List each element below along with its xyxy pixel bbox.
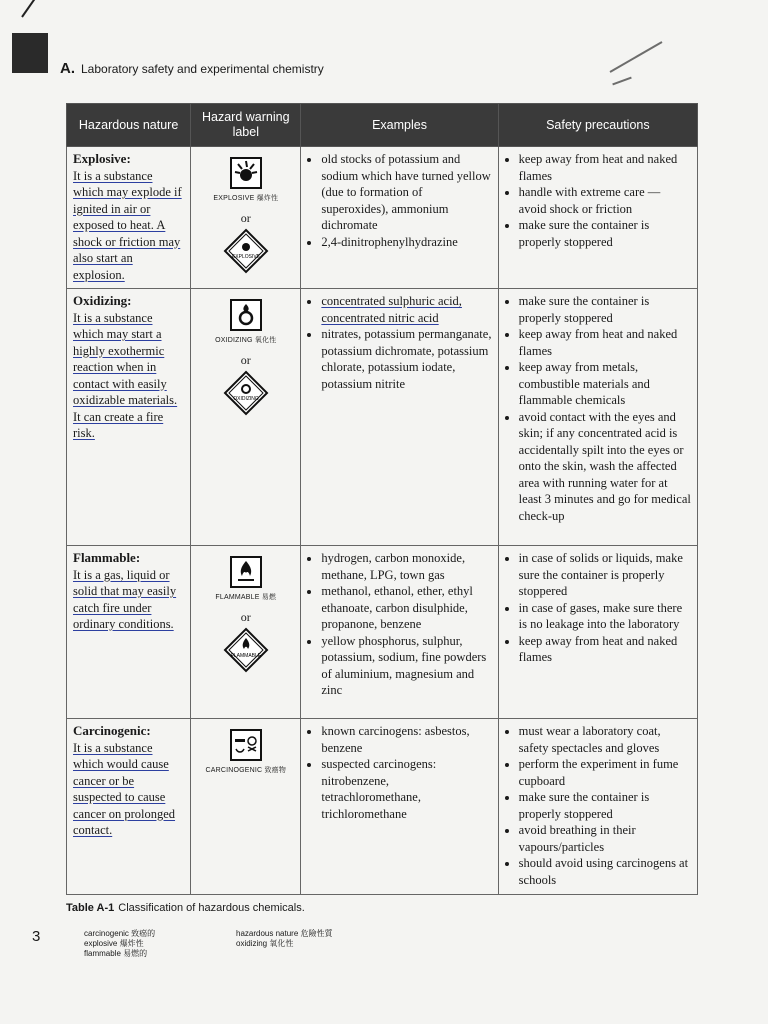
label-caption: FLAMMABLE 易燃 (215, 594, 277, 601)
header-precautions: Safety precautions (498, 104, 697, 147)
header-warning-label: Hazard warning label (191, 104, 301, 147)
oxidizing-diamond-icon (223, 370, 269, 416)
list-item: • avoid breathing in their vapours/particles (519, 822, 691, 855)
list-item: • concentrated sulphuric acid, concentrated nitric acid (321, 293, 491, 326)
examples-cell (301, 546, 498, 719)
pen-stroke (612, 77, 631, 86)
label-caption: OXIDIZING 氧化性 (215, 337, 277, 344)
examples-cell (301, 289, 498, 546)
list-item: • make sure the container is properly stoppered (519, 789, 691, 822)
table-row (67, 147, 698, 289)
glossary-term: carcinogenic 致癌的 (84, 929, 156, 938)
glossary-term: hazardous nature 危險性質 (236, 929, 333, 938)
nature-description: It is a substance which may explode if ignited in air or exposed to heat. A shock or friction may also start an explosion. (73, 168, 182, 282)
precautions-cell (498, 546, 697, 719)
section-header (60, 60, 324, 77)
list-item: • nitrates, potassium permanganate, potassium dichromate, potassium chlorate, potassium iodate, potassium nitrite (321, 326, 491, 392)
table-caption-text: Classification of hazardous chemicals. (118, 902, 305, 914)
glossary-term: explosive 爆炸性 (84, 939, 144, 948)
list-item: • make sure the container is properly stoppered (519, 293, 691, 326)
glossary-right (236, 929, 333, 949)
corner-tab-marker (12, 33, 48, 73)
examples-cell (301, 147, 498, 289)
section-title: Laboratory safety and experimental chemistry (81, 62, 324, 76)
or-text: or (240, 352, 251, 367)
nature-description: It is a substance which would cause cancer or be suspected to cause cancer on prolonged contact. (73, 740, 176, 837)
nature-cell (67, 289, 191, 546)
examples-cell (301, 719, 498, 895)
list-item: • old stocks of potassium and sodium which have turned yellow (due to formation of superoxides), ammonium dichromate (321, 151, 491, 234)
page-number: 3 (32, 928, 41, 945)
header-hazardous-nature: Hazardous nature (67, 104, 191, 147)
label-cell (191, 719, 301, 895)
table-caption-label: Table A-1 (66, 902, 115, 914)
table-row (67, 719, 698, 895)
pen-stroke (610, 41, 663, 73)
list-item: • keep away from heat and naked flames (519, 151, 691, 184)
list-item: • keep away from heat and naked flames (519, 633, 691, 666)
flammable-diamond-icon (223, 627, 269, 673)
list-item: • in case of solids or liquids, make sure the container is properly stoppered (519, 550, 691, 600)
table-row (67, 546, 698, 719)
nature-cell (67, 147, 191, 289)
nature-name: Flammable: (73, 550, 141, 565)
list-item: • suspected carcinogens: nitrobenzene, tetrachloromethane, trichloromethane (321, 756, 491, 822)
label-caption: CARCINOGENIC 致癌物 (205, 767, 287, 774)
table-header-row (67, 104, 698, 147)
hazard-table (66, 103, 698, 895)
list-item: • yellow phosphorus, sulphur, potassium, sodium, fine powders of aluminium, magnesium and zinc (321, 633, 491, 699)
or-text: or (240, 210, 251, 225)
nature-cell (67, 719, 191, 895)
table-caption (66, 902, 305, 914)
or-text: or (240, 609, 251, 624)
list-item: • methanol, ethanol, ether, ethyl ethanoate, carbon disulphide, propanone, benzene (321, 583, 491, 633)
list-item: • make sure the container is properly stoppered (519, 217, 691, 250)
list-item: • 2,4-dinitrophenylhydrazine (321, 234, 491, 251)
label-cell (191, 147, 301, 289)
precautions-cell (498, 147, 697, 289)
carcinogen-icon (230, 729, 262, 761)
glossary-left (84, 929, 155, 959)
nature-name: Explosive: (73, 151, 131, 166)
list-item: • keep away from heat and naked flames (519, 326, 691, 359)
list-item: • must wear a laboratory coat, safety spectacles and gloves (519, 723, 691, 756)
diamond-caption: OXIDIZING (232, 396, 259, 402)
nature-name: Oxidizing: (73, 293, 132, 308)
section-letter: A. (60, 60, 75, 77)
glossary-term: oxidizing 氧化性 (236, 939, 294, 948)
list-item: • should avoid using carcinogens at schools (519, 855, 691, 888)
nature-cell (67, 546, 191, 719)
flame-icon (230, 556, 262, 588)
explosive-diamond-icon (223, 228, 269, 274)
nature-description: It is a gas, liquid or solid that may easily catch fire under ordinary conditions. (73, 567, 177, 631)
header-examples: Examples (301, 104, 498, 147)
oxidizing-icon (230, 299, 262, 331)
nature-name: Carcinogenic: (73, 723, 151, 738)
list-item: • hydrogen, carbon monoxide, methane, LPG, town gas (321, 550, 491, 583)
diamond-caption: EXPLOSIVE (231, 254, 260, 260)
table-row (67, 289, 698, 546)
explosion-icon (230, 157, 262, 189)
diamond-caption: FLAMMABLE (230, 653, 261, 659)
label-cell (191, 289, 301, 546)
list-item: • avoid contact with the eyes and skin; if any concentrated acid is accidentally spilt into the eyes or onto the skin, wash the affected area with running water for at least 3 minutes and go for medical check-up (519, 409, 691, 525)
list-item: • handle with extreme care — avoid shock or friction (519, 184, 691, 217)
list-item: • keep away from metals, combustible materials and flammable chemicals (519, 359, 691, 409)
nature-description: It is a substance which may start a highly exothermic reaction when in contact with easily oxidizable materials. It can create a fire risk. (73, 310, 178, 440)
precautions-cell (498, 289, 697, 546)
glossary-term: flammable 易燃的 (84, 949, 148, 958)
label-cell (191, 546, 301, 719)
label-caption: EXPLOSIVE 爆炸性 (213, 195, 279, 202)
pen-stroke (21, 0, 40, 18)
list-item: • known carcinogens: asbestos, benzene (321, 723, 491, 756)
precautions-cell (498, 719, 697, 895)
list-item: • perform the experiment in fume cupboard (519, 756, 691, 789)
list-item: • in case of gases, make sure there is no leakage into the laboratory (519, 600, 691, 633)
